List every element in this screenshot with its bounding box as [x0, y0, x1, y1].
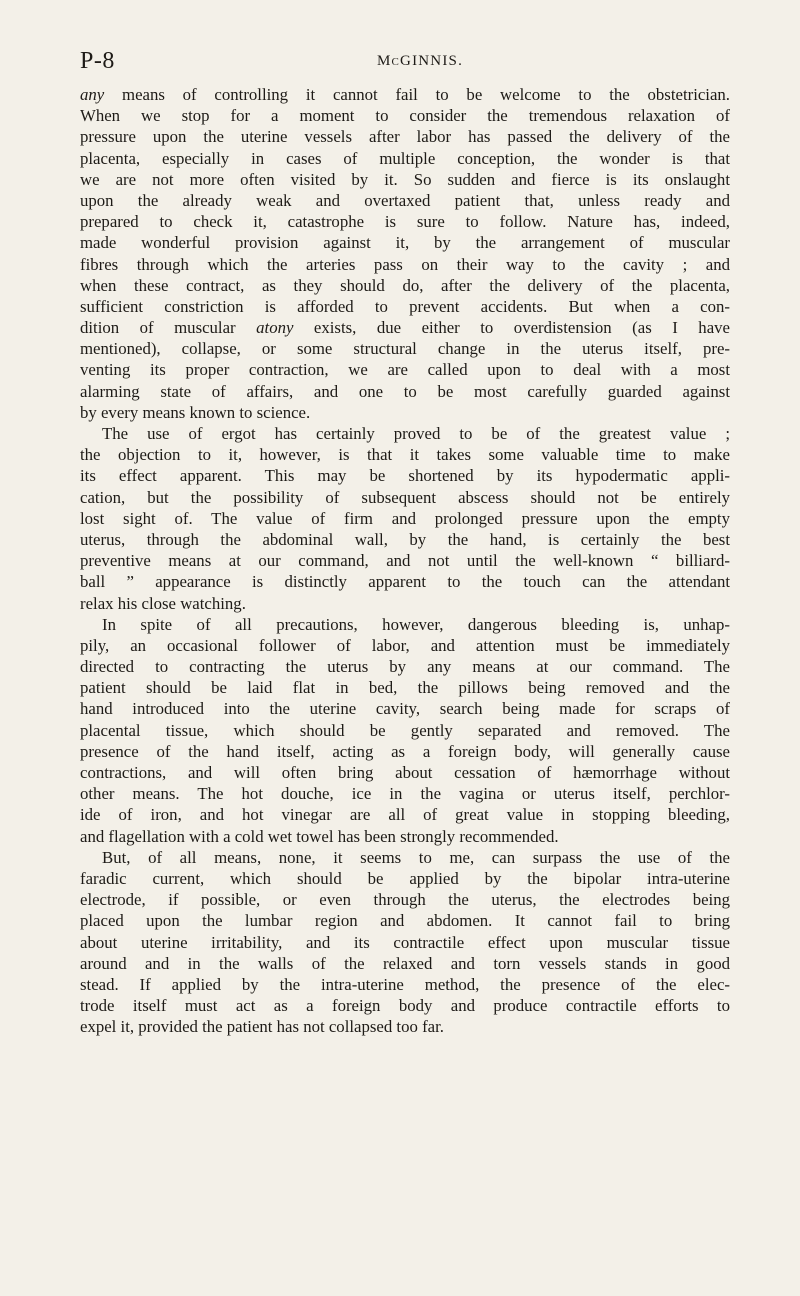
- text-line: the objection to it, however, is that it takes some valuable time to make: [80, 445, 730, 465]
- text-line: ball ” appearance is distinctly apparent to the touch can the attendant: [80, 572, 730, 592]
- text-line: pressure upon the uterine vessels after labor has passed the delivery of the: [80, 127, 730, 147]
- text-line: hand introduced into the uterine cavity, search being made for scraps of: [80, 699, 730, 719]
- text-line: faradic current, which should be applied by the bipolar intra-uterine: [80, 868, 730, 888]
- text-line: dition of muscular atony exists, due either to overdistension (as I have: [80, 318, 730, 338]
- text-line: presence of the hand itself, acting as a foreign body, will generally cause: [80, 741, 730, 761]
- text-line: stead. If applied by the intra-uterine method, the presence of the elec-: [80, 974, 730, 994]
- text-line: placenta, especially in cases of multiple conception, the wonder is that: [80, 148, 730, 168]
- running-head-author: McGINNIS.: [376, 53, 464, 69]
- text-line: pily, an occasional follower of labor, and attention must be immediately: [80, 635, 730, 655]
- body-text: [80, 84, 730, 1037]
- text-line: prepared to check it, catastrophe is sure to follow. Nature has, indeed,: [80, 212, 730, 232]
- text-line: other means. The hot douche, ice in the vagina or uterus itself, perchlor-: [80, 784, 730, 804]
- text-line: electrode, if possible, or even through the uterus, the electrodes being: [80, 890, 730, 910]
- text-line: placed upon the lumbar region and abdomen. It cannot fail to bring: [80, 911, 730, 931]
- paragraph: [80, 847, 730, 1038]
- text-line: trode itself must act as a foreign body and produce contractile efforts to: [80, 996, 730, 1016]
- text-line: sufficient constriction is afforded to prevent accidents. But when a con-: [80, 296, 730, 316]
- text-line: ide of iron, and hot vinegar are all of great value in stopping bleeding,: [80, 805, 730, 825]
- text-line: around and in the walls of the relaxed and torn vessels stands in good: [80, 953, 730, 973]
- text-line: cation, but the possibility of subsequent abscess should not be entirely: [80, 487, 730, 507]
- text-line: expel it, provided the patient has not collapsed too far.: [80, 1017, 444, 1037]
- text-line: But, of all means, none, it seems to me, can surpass the use of the: [102, 847, 730, 867]
- text-line: placental tissue, which should be gently separated and removed. The: [80, 720, 730, 740]
- paragraph: [80, 614, 730, 847]
- text-line: about uterine irritability, and its contractile effect upon muscular tissue: [80, 932, 730, 952]
- text-line: The use of ergot has certainly proved to be of the greatest value ;: [102, 424, 730, 443]
- running-head: [80, 46, 730, 76]
- text-line: fibres through which the arteries pass on their way to the cavity ; and: [80, 254, 730, 274]
- text-line: made wonderful provision against it, by the arrangement of muscular: [80, 233, 730, 253]
- text-line: directed to contracting the uterus by any means at our command. The: [80, 657, 730, 677]
- text-line: upon the already weak and overtaxed patient that, unless ready and: [80, 190, 730, 210]
- text-line: any means of controlling it cannot fail to be welcome to the obstetrician.: [80, 85, 730, 104]
- text-line: contractions, and will often bring about cessation of hæmorrhage without: [80, 763, 730, 782]
- text-line: When we stop for a moment to consider the tremendous relaxation of: [80, 106, 730, 126]
- page-number: P-8: [80, 48, 115, 74]
- paragraph: [80, 423, 730, 614]
- text-line: and flagellation with a cold wet towel has been strongly recommended.: [80, 826, 559, 846]
- text-line: venting its proper contraction, we are called upon to deal with a most: [80, 360, 730, 380]
- text-line: uterus, through the abdominal wall, by the hand, is certainly the best: [80, 529, 730, 549]
- paragraph: [80, 84, 730, 423]
- text-line: we are not more often visited by it. So sudden and fierce is its onslaught: [80, 169, 730, 189]
- text-line: patient should be laid flat in bed, the pillows being removed and the: [80, 678, 730, 698]
- text-line: its effect apparent. This may be shortened by its hypodermatic appli-: [80, 466, 730, 486]
- text-line: In spite of all precautions, however, dangerous bleeding is, unhap-: [102, 614, 730, 634]
- text-line: lost sight of. The value of firm and prolonged pressure upon the empty: [80, 508, 730, 528]
- text-line: by every means known to science.: [80, 402, 311, 422]
- text-line: mentioned), collapse, or some structural change in the uterus itself, pre-: [80, 339, 730, 359]
- text-line: when these contract, as they should do, after the delivery of the placenta,: [80, 275, 730, 295]
- text-line: relax his close watching.: [80, 593, 246, 613]
- text-line: alarming state of affairs, and one to be most carefully guarded against: [80, 381, 730, 401]
- text-line: preventive means at our command, and not until the well-known “ billiard-: [80, 551, 730, 571]
